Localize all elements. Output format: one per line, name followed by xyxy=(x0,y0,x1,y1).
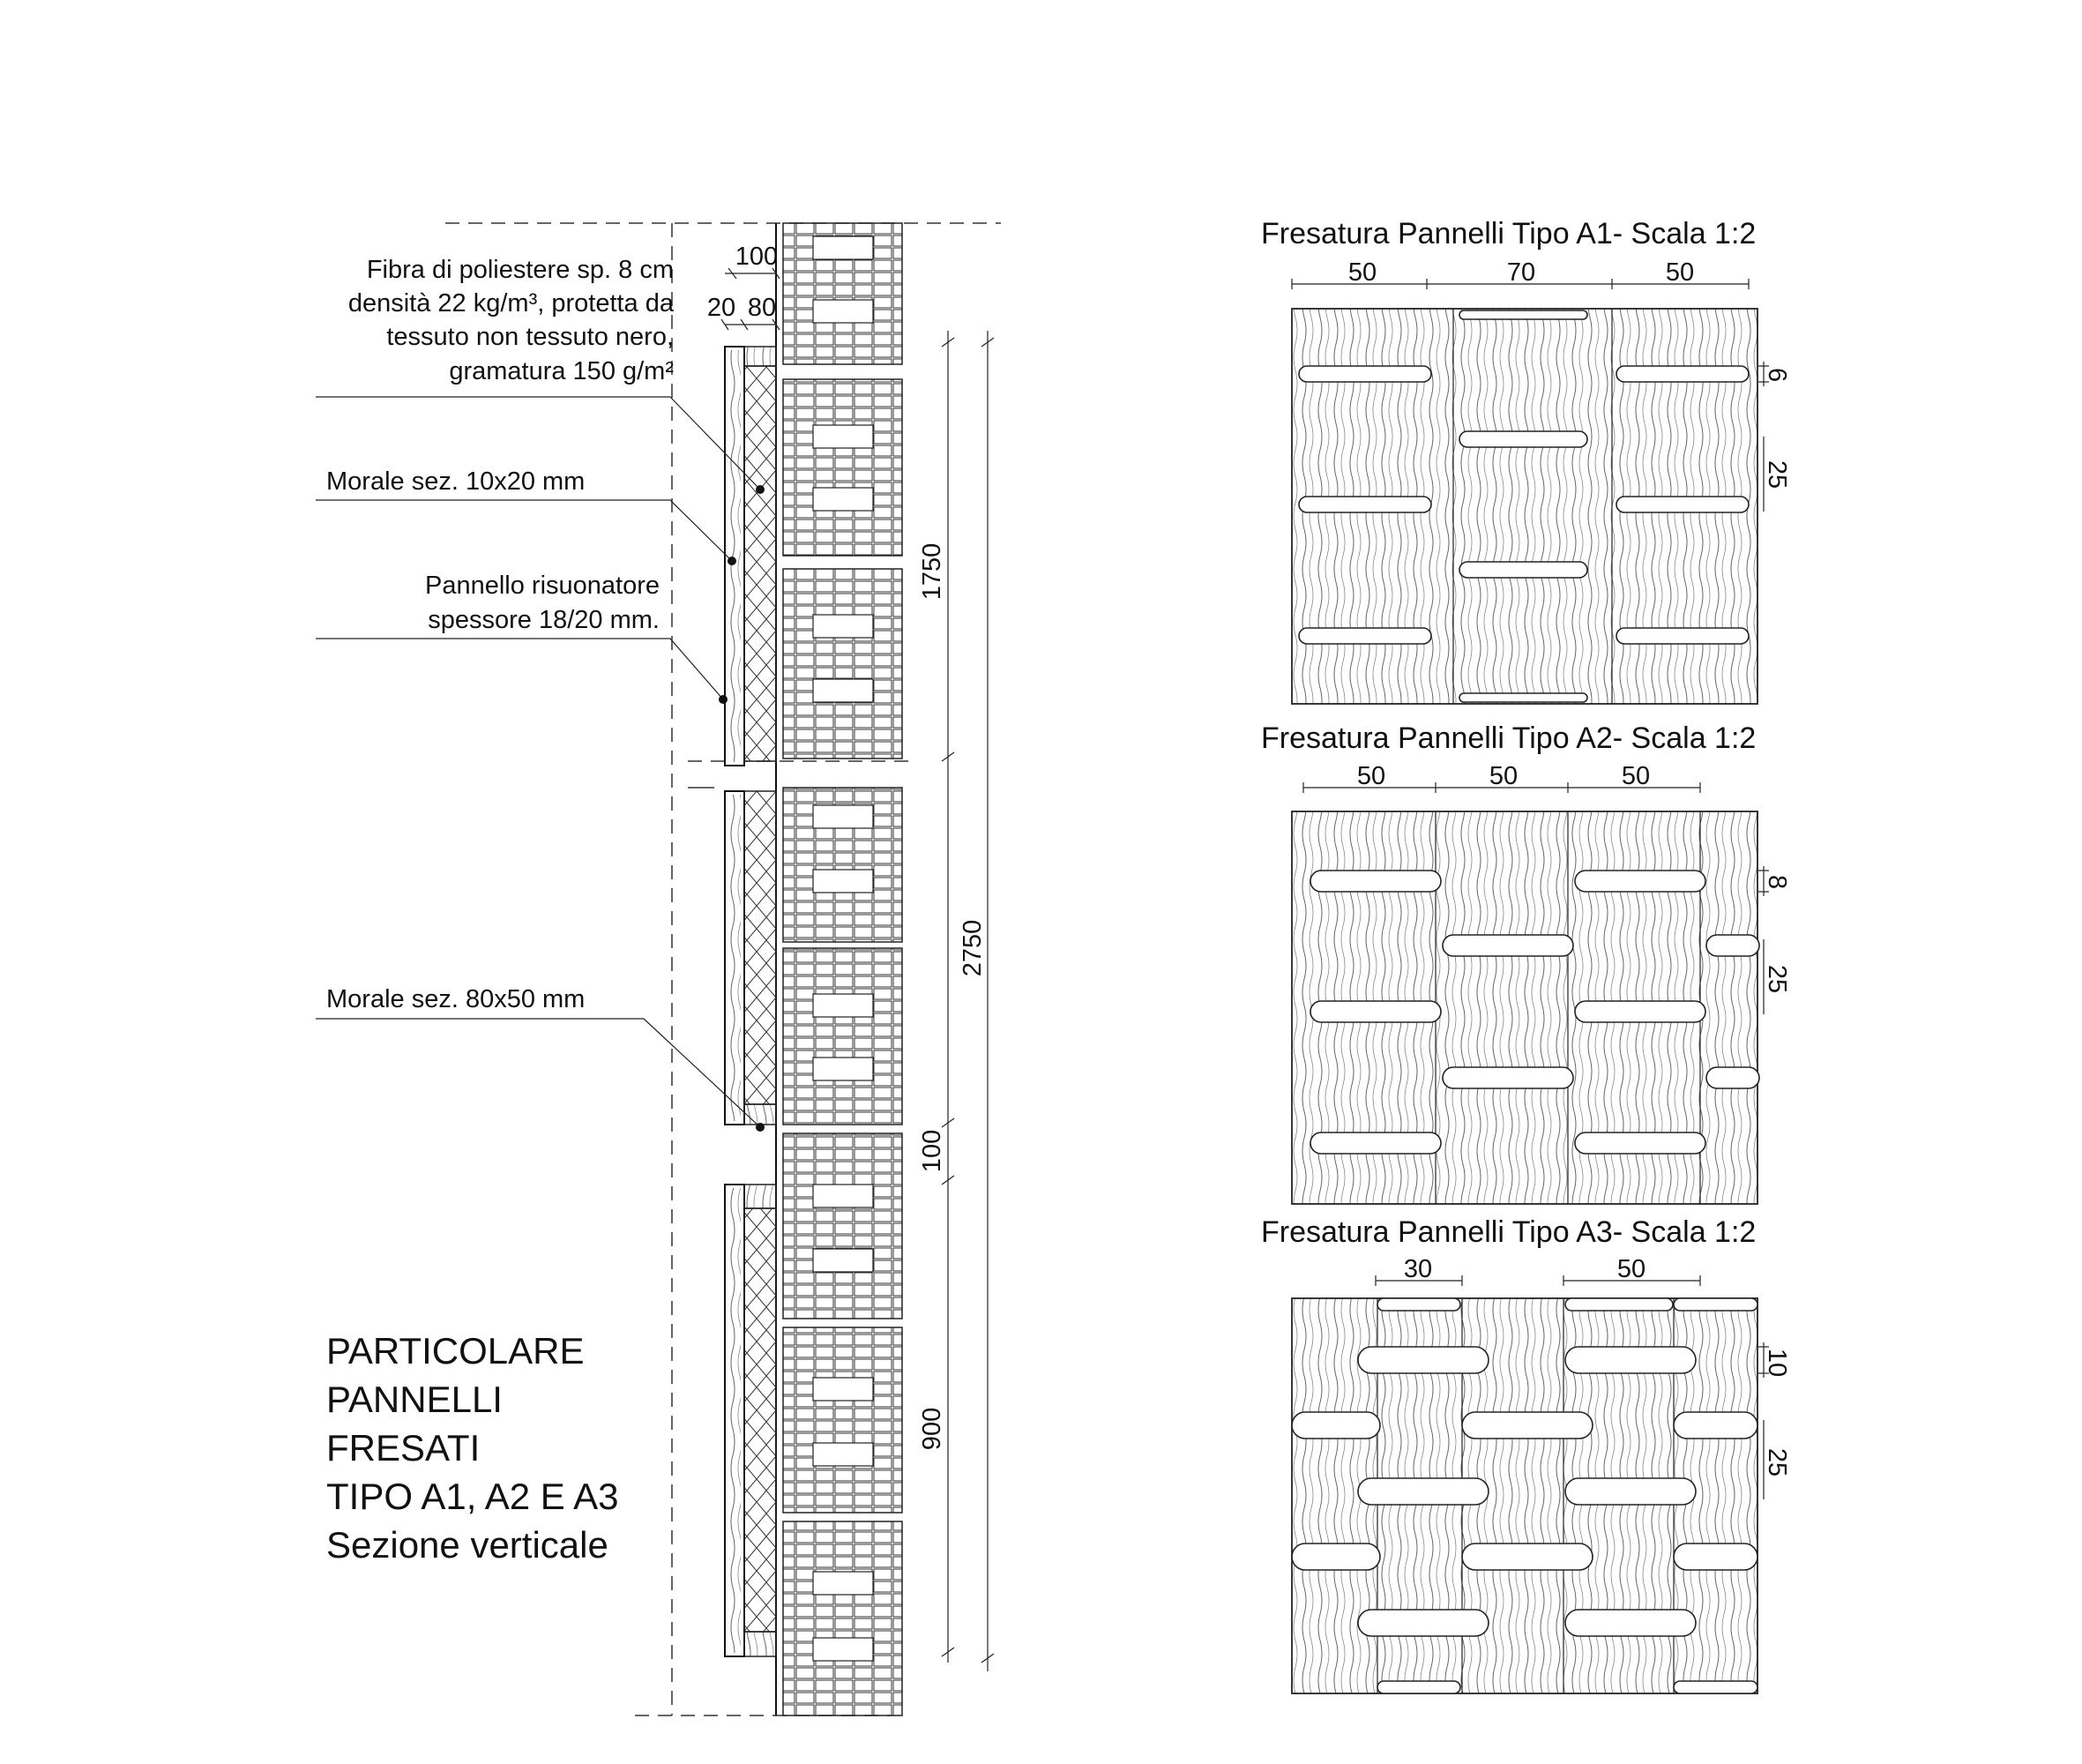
panel-a2-slot xyxy=(1443,935,1573,956)
panel-a3-slot xyxy=(1674,1544,1757,1570)
dim-upper-height: 1750 xyxy=(918,542,946,601)
panel-label-line1: Pannello risuonatore xyxy=(424,572,660,600)
panel-a2-slot xyxy=(1575,871,1705,892)
panel-a2-slot xyxy=(1443,1067,1573,1088)
batten-bottom xyxy=(744,1104,776,1125)
upper-panel-assembly xyxy=(725,347,776,766)
fiber-label-line3: tessuto non tessuto nero, xyxy=(386,323,674,351)
masonry-block xyxy=(783,1133,902,1319)
panel-a1-slot-height: 6 xyxy=(1763,367,1791,383)
title-line4: TIPO A1, A2 E A3 xyxy=(326,1476,619,1517)
middle-panel-assembly xyxy=(725,791,776,1125)
polyester-fiber-layer xyxy=(744,1208,776,1632)
batten-top xyxy=(744,1185,776,1208)
panel-a3-slot xyxy=(1358,1478,1489,1505)
leader-lines xyxy=(316,397,765,1132)
masonry-block xyxy=(783,948,902,1125)
dim-top-right: 80 xyxy=(747,294,777,322)
panel-a3-slot xyxy=(1292,1412,1380,1439)
panel-a2-spacing: 25 xyxy=(1763,964,1791,994)
panel-a3-slot xyxy=(1462,1412,1593,1439)
dim-top-left: 20 xyxy=(706,294,736,322)
panel-a2-slot xyxy=(1706,1067,1759,1088)
panel-a3-slot-height: 10 xyxy=(1763,1348,1791,1378)
title-block xyxy=(326,1330,619,1566)
panel-a2-width-2: 50 xyxy=(1489,762,1519,790)
panel-a2 xyxy=(1261,721,1791,1204)
panel-a2-slot xyxy=(1310,1001,1441,1022)
panel-a1-title: Fresatura Pannelli Tipo A1- Scala 1:2 xyxy=(1261,217,1757,250)
panel-a3-slot xyxy=(1565,1347,1696,1373)
panel-a1-slot xyxy=(1299,628,1431,644)
panel-label-line2: spessore 18/20 mm. xyxy=(428,606,660,634)
panel-a1-slot xyxy=(1299,366,1431,382)
panel-a2-title: Fresatura Pannelli Tipo A2- Scala 1:2 xyxy=(1261,721,1757,755)
lower-panel-assembly xyxy=(725,1185,776,1656)
masonry-block xyxy=(783,379,902,556)
panel-a3-slot xyxy=(1565,1298,1673,1311)
panel-a3-slot xyxy=(1674,1412,1757,1439)
batten-small-label: Morale sez. 10x20 mm xyxy=(326,467,586,496)
masonry-wall xyxy=(783,223,902,1715)
panel-a2-slot xyxy=(1706,935,1759,956)
panel-a3-slot xyxy=(1358,1610,1489,1636)
panel-a3-slot xyxy=(1674,1681,1757,1693)
panel-a2-width-3: 50 xyxy=(1621,762,1651,790)
dim-total-height: 2750 xyxy=(959,919,987,977)
dim-lower-height: 900 xyxy=(918,1407,946,1451)
batten-top xyxy=(744,347,776,366)
panel-a3-width-2: 50 xyxy=(1616,1255,1646,1283)
panel-a2-slot xyxy=(1575,1001,1705,1022)
vertical-dimensions xyxy=(942,331,994,1671)
panel-a3-slot xyxy=(1565,1478,1696,1505)
polyester-fiber-layer xyxy=(744,791,776,1104)
panel-a2-slot-height: 8 xyxy=(1763,874,1791,890)
panel-a2-slot xyxy=(1310,1132,1441,1154)
panel-a3-slot xyxy=(1674,1298,1757,1311)
batten-large-label: Morale sez. 80x50 mm xyxy=(326,985,586,1013)
panel-a3 xyxy=(1261,1215,1791,1693)
panel-a1-slot xyxy=(1616,366,1749,382)
panel-a3-width-1: 30 xyxy=(1403,1255,1433,1283)
dim-gap: 100 xyxy=(918,1129,946,1173)
panel-a3-slot xyxy=(1358,1347,1489,1373)
masonry-block xyxy=(783,569,902,759)
panel-a2-slot xyxy=(1575,1132,1705,1154)
panel-a1-slot xyxy=(1299,497,1431,512)
title-line5: Sezione verticale xyxy=(326,1524,608,1566)
panel-a1-width-2: 70 xyxy=(1506,258,1536,287)
panel-a1-width-3: 50 xyxy=(1665,258,1695,287)
panel-a1-slot xyxy=(1459,431,1587,447)
masonry-block xyxy=(783,1327,902,1513)
panel-a1-width-1: 50 xyxy=(1347,258,1377,287)
panel-a2-width-1: 50 xyxy=(1356,762,1386,790)
masonry-block xyxy=(783,1521,902,1715)
fiber-label-line2: densità 22 kg/m³, protetta da xyxy=(347,289,674,318)
panel-a3-title: Fresatura Pannelli Tipo A3- Scala 1:2 xyxy=(1261,1215,1757,1249)
fiber-label-line4: gramatura 150 g/m² xyxy=(449,357,674,385)
panel-a3-slot xyxy=(1565,1610,1696,1636)
panel-a3-spacing: 25 xyxy=(1763,1447,1791,1477)
title-line1: PARTICOLARE xyxy=(326,1330,585,1372)
panel-a3-slot xyxy=(1377,1681,1460,1693)
title-line3: FRESATI xyxy=(326,1427,481,1469)
panel-a1-slot xyxy=(1459,693,1587,702)
title-line2: PANNELLI xyxy=(326,1379,503,1420)
batten-bottom xyxy=(744,1632,776,1656)
panel-a2-slot xyxy=(1310,871,1441,892)
panel-a1-slot xyxy=(1616,497,1749,512)
panel-a1-slot xyxy=(1459,310,1587,319)
polyester-fiber-layer xyxy=(744,366,776,761)
panel-a3-slot xyxy=(1462,1544,1593,1570)
panel-a1 xyxy=(1261,217,1791,704)
fiber-label-line1: Fibra di poliestere sp. 8 cm xyxy=(366,256,674,284)
panel-a3-slot xyxy=(1377,1298,1460,1311)
panel-a1-slot xyxy=(1459,562,1587,578)
panel-a1-slot xyxy=(1616,628,1749,644)
panel-a1-spacing: 25 xyxy=(1763,460,1791,490)
panel-a3-slot xyxy=(1292,1544,1380,1570)
dim-top-width: 100 xyxy=(735,243,779,271)
